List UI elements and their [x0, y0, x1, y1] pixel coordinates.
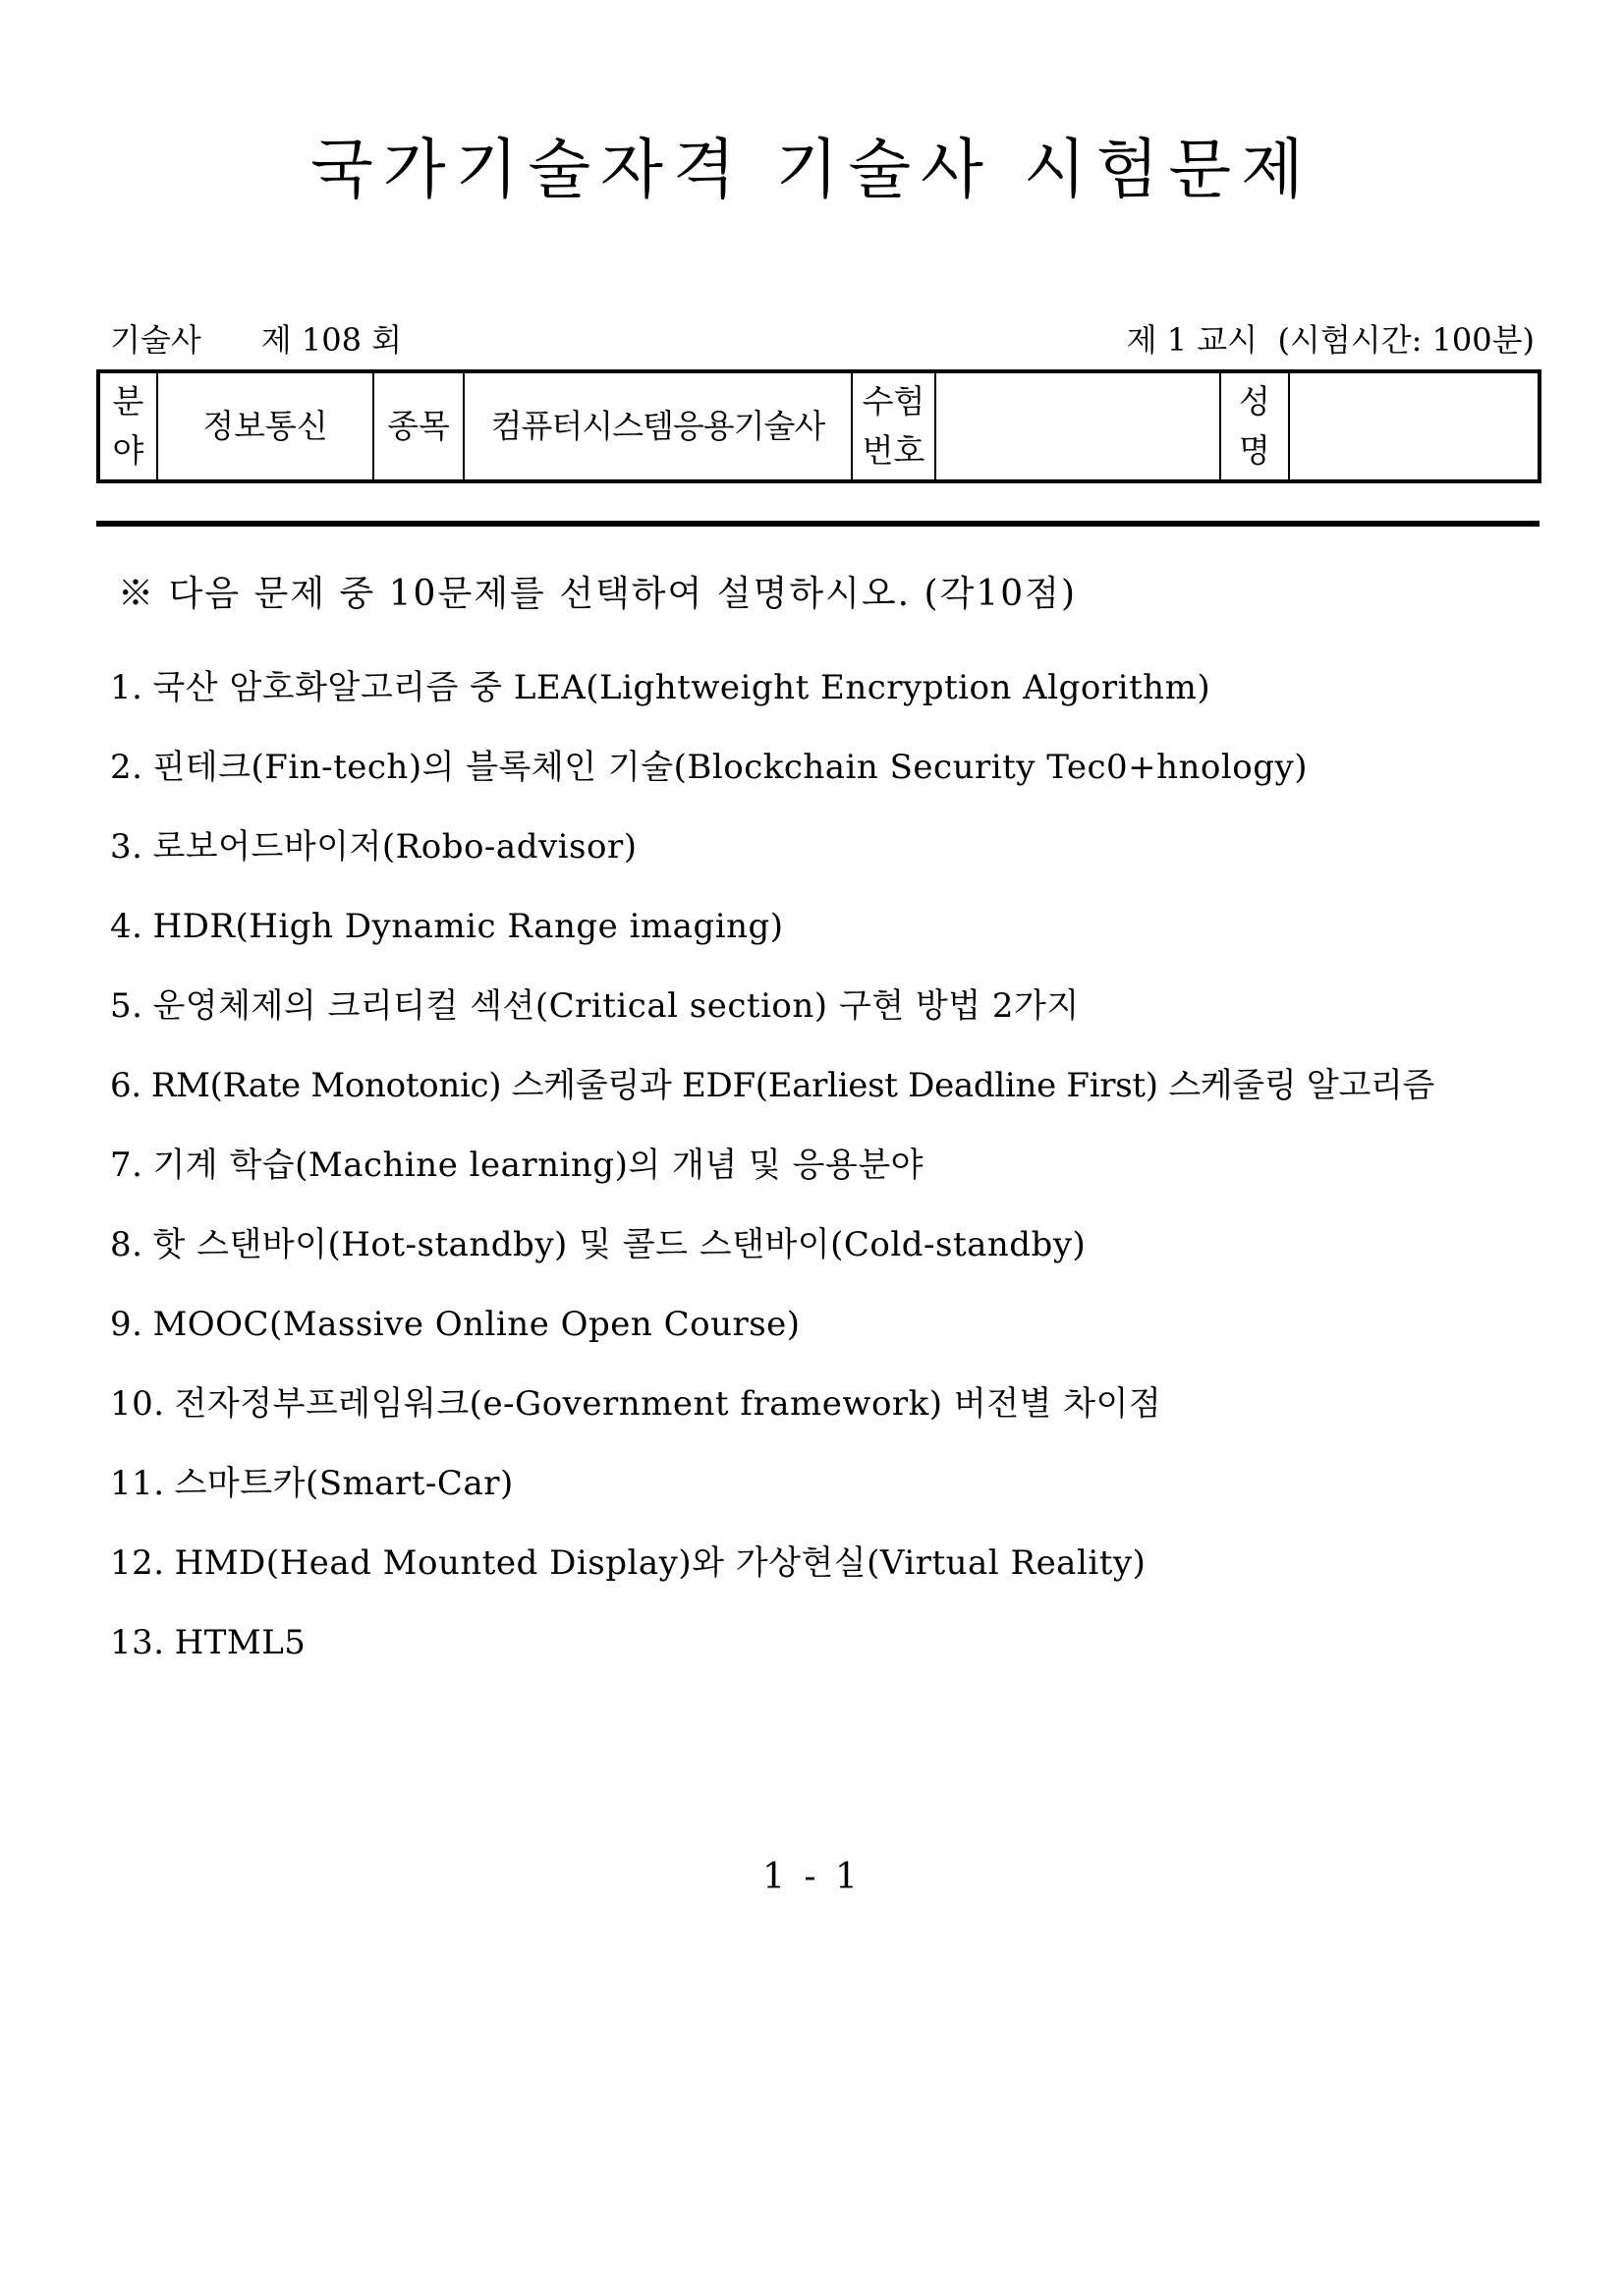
name-field[interactable] [1289, 371, 1540, 481]
question-number: 11. [110, 1464, 165, 1503]
name-label: 성 명 [1220, 371, 1289, 481]
header-divider [96, 521, 1540, 527]
question-text: HDR(High Dynamic Range imaging) [152, 907, 784, 946]
exam-round [110, 320, 402, 360]
field-value: 정보통신 [157, 371, 373, 481]
question-text: HMD(Head Mounted Display)와 가상현실(Virtual Reality) [174, 1543, 1147, 1583]
category-label: 기술사 [110, 321, 201, 359]
question-number: 6. [110, 1066, 141, 1105]
question-item [110, 1297, 1564, 1376]
question-item [110, 1615, 1564, 1695]
question-item [110, 660, 1564, 740]
exam-info-table [96, 369, 1541, 483]
question-item [110, 1058, 1564, 1138]
question-number: 8. [110, 1225, 143, 1264]
question-item [110, 819, 1564, 899]
instruction-text: ※ 다음 문제 중 10문제를 선택하여 설명하시오. (각10점) [118, 574, 1077, 614]
item-label: 종목 [373, 371, 464, 481]
question-number: 1. [110, 668, 143, 707]
round-number: 108 [301, 321, 362, 359]
question-text: 핫 스탠바이(Hot-standby) 및 콜드 스탠바이(Cold-standby) [152, 1225, 1087, 1264]
question-text: 핀테크(Fin-tech)의 블록체인 기술(Blockchain Security Tec0+hnology) [152, 748, 1308, 787]
question-text: RM(Rate Monotonic) 스케줄링과 EDF(Earliest Deadline First) 스케줄링 알고리즘 [150, 1066, 1435, 1105]
question-number: 4. [110, 907, 143, 946]
question-number: 2. [110, 748, 143, 787]
exam-period [1127, 320, 1535, 360]
question-text: MOOC(Massive Online Open Course) [152, 1305, 801, 1344]
item-value: 컴퓨터시스템응용기술사 [464, 371, 852, 481]
question-text: HTML5 [174, 1623, 307, 1662]
question-text: 기계 학습(Machine learning)의 개념 및 응용분야 [152, 1146, 924, 1185]
exam-title: 국가기술자격 기술사 시험문제 [310, 132, 1314, 207]
question-text: 로보어드바이저(Robo-advisor) [152, 827, 638, 867]
period-label: 제 1 교시 [1126, 321, 1259, 359]
question-item [110, 1536, 1564, 1615]
question-number: 5. [110, 986, 143, 1026]
question-number: 3. [110, 827, 143, 867]
question-item [110, 979, 1564, 1058]
question-number: 7. [110, 1146, 143, 1185]
question-number: 9. [110, 1305, 143, 1344]
question-text: 운영체제의 크리티컬 섹션(Critical section) 구현 방법 2가지 [152, 986, 1080, 1026]
question-number: 10. [110, 1384, 165, 1424]
question-item [110, 1376, 1564, 1456]
question-item [110, 1456, 1564, 1536]
round-prefix: 제 [260, 321, 292, 359]
page-number: 1 - 1 [762, 1857, 862, 1897]
question-text: 국산 암호화알고리즘 중 LEA(Lightweight Encryption Algorithm) [152, 668, 1211, 707]
question-list [110, 660, 1564, 1695]
question-item [110, 740, 1564, 819]
question-text: 스마트카(Smart-Car) [174, 1464, 514, 1503]
question-number: 12. [110, 1543, 165, 1583]
duration-label: (시험시간: 100분) [1277, 321, 1535, 359]
round-suffix: 회 [371, 321, 403, 359]
question-item [110, 1217, 1564, 1297]
exam-number-label: 수험 번호 [852, 371, 935, 481]
exam-number-field[interactable] [935, 371, 1220, 481]
exam-meta-row [110, 320, 1535, 360]
question-item [110, 899, 1564, 979]
question-item [110, 1138, 1564, 1217]
question-text: 전자정부프레임워크(e-Government framework) 버전별 차이점 [174, 1384, 1162, 1424]
field-label: 분 야 [98, 371, 157, 481]
question-number: 13. [110, 1623, 165, 1662]
